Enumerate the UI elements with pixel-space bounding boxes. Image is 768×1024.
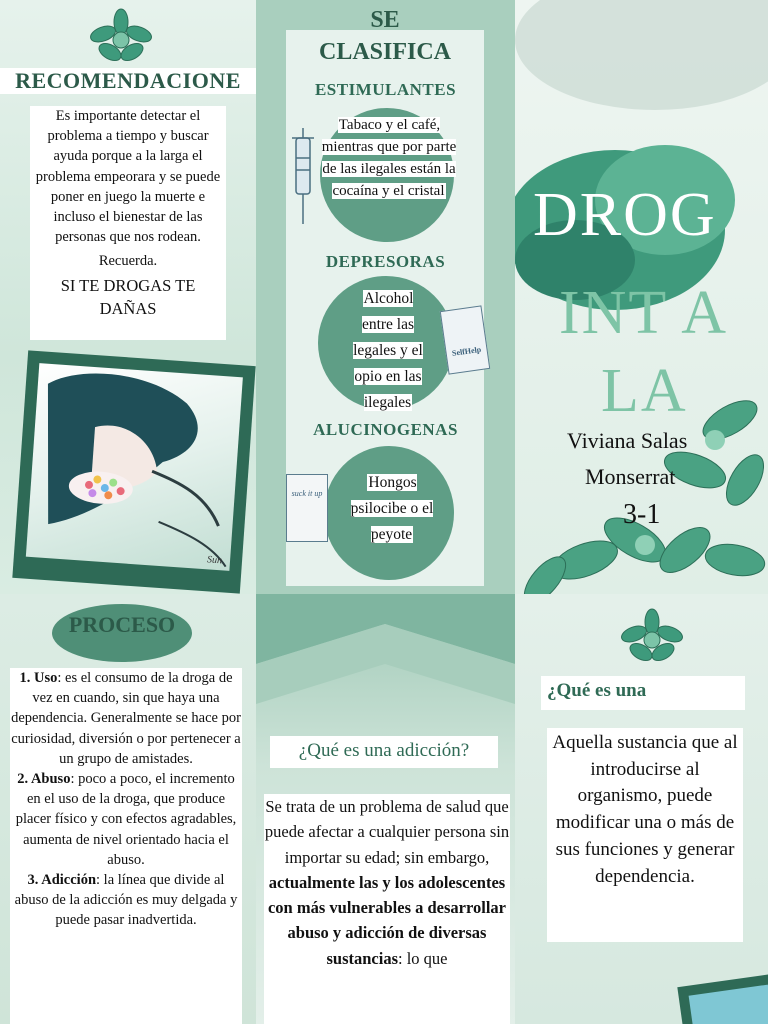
cover-title-line3: LA <box>601 357 688 425</box>
succulent-icon <box>88 8 154 68</box>
girl-illustration-icon <box>26 363 243 571</box>
chevron-decoration-icon <box>256 594 515 754</box>
drug-question: ¿Qué es una <box>547 680 647 701</box>
classification-title: SE CLASIFICA <box>318 7 452 65</box>
drug-answer: Aquella sustancia que al introducirse al organismo, puede modificar una o más de sus funciones y generar dependencia. <box>552 732 738 887</box>
panel-drug-definition <box>515 594 768 1024</box>
depressants-text: Alcohol entre las legales y el opio en las ilegales <box>353 290 423 411</box>
process-item-use: 1. Uso: es el consumo de la droga de vez en cuando, sin que haya una dependencia. Generalmente se hace por curiosidad, diversión o por pertenecer a un grupo de amistades. <box>11 670 241 767</box>
remember-text: Recuerda. <box>98 253 158 270</box>
cover-author-line2: Monserrat <box>585 464 676 489</box>
process-box <box>10 668 242 1024</box>
stimulants-text: Tabaco y el café, mientras que por parte de las ilegales están la cocaína y el cristal <box>321 117 457 199</box>
addiction-answer-box: Se trata de un problema de salud que puede afectar a cualquier persona sin importar su edad; sin embargo, actualmente las y los adolescentes con más vulnerables a desarrollar abuso y adicción de diversas sustancias: lo que <box>264 794 510 1024</box>
cover-author-line1: Viviana Salas <box>567 428 688 453</box>
illustration-frame <box>12 350 255 593</box>
category-heading-stimulants: ESTIMULANTES <box>314 80 457 99</box>
recommendations-paragraph: Es importante detectar el problema a tiempo y buscar ayuda porque a la larga el problema empeorara y se puede poner en juego la muerte e incluso el bienestar de las personas que nos rodean. <box>35 108 221 246</box>
recommendations-box <box>30 106 226 340</box>
hallucinogens-text: Hongos psilocibe o el peyote <box>350 474 434 543</box>
process-title: PROCESO <box>68 612 176 637</box>
illustration-signature: Sun <box>206 554 223 567</box>
corner-card-image <box>689 985 768 1024</box>
selfhelp-box-icon <box>440 305 490 374</box>
slogan-text: SI TE DROGAS TE DAÑAS <box>60 276 196 319</box>
juice-box-icon <box>286 474 328 542</box>
cover-title-line2: INT A <box>559 279 729 347</box>
process-item-addiction: 3. Adicción: la línea que divide al abuso de la adicción es muy delgada y puede pasar inadvertida. <box>14 872 238 929</box>
panel-recommendations <box>0 0 256 594</box>
cover-title-line1: DROG <box>533 181 717 249</box>
juice-box-label: suck it up <box>291 489 323 498</box>
panel-addiction <box>256 594 515 1024</box>
category-heading-depressants: DEPRESORAS <box>325 252 446 271</box>
selfhelp-label: SelfHelp <box>451 344 482 358</box>
corner-card <box>677 973 768 1024</box>
illustration-image <box>26 363 243 571</box>
syringe-icon <box>284 128 324 226</box>
succulent-icon <box>619 608 685 668</box>
panel-cover <box>515 0 768 594</box>
addiction-question: ¿Qué es una adicción? <box>298 740 470 761</box>
recommendations-title: RECOMENDACIONE <box>0 68 256 94</box>
category-heading-hallucinogens: ALUCINOGENAS <box>313 420 458 439</box>
cover-group: 3-1 <box>623 499 661 530</box>
process-item-abuse: 2. Abuso: poco a poco, el incremento en el uso de la droga, que produce placer físico y con efectos agradables, aumenta de nivel orientado hacia el abuso. <box>15 771 237 868</box>
panel-classification <box>256 0 515 594</box>
panel-process <box>0 594 256 1024</box>
